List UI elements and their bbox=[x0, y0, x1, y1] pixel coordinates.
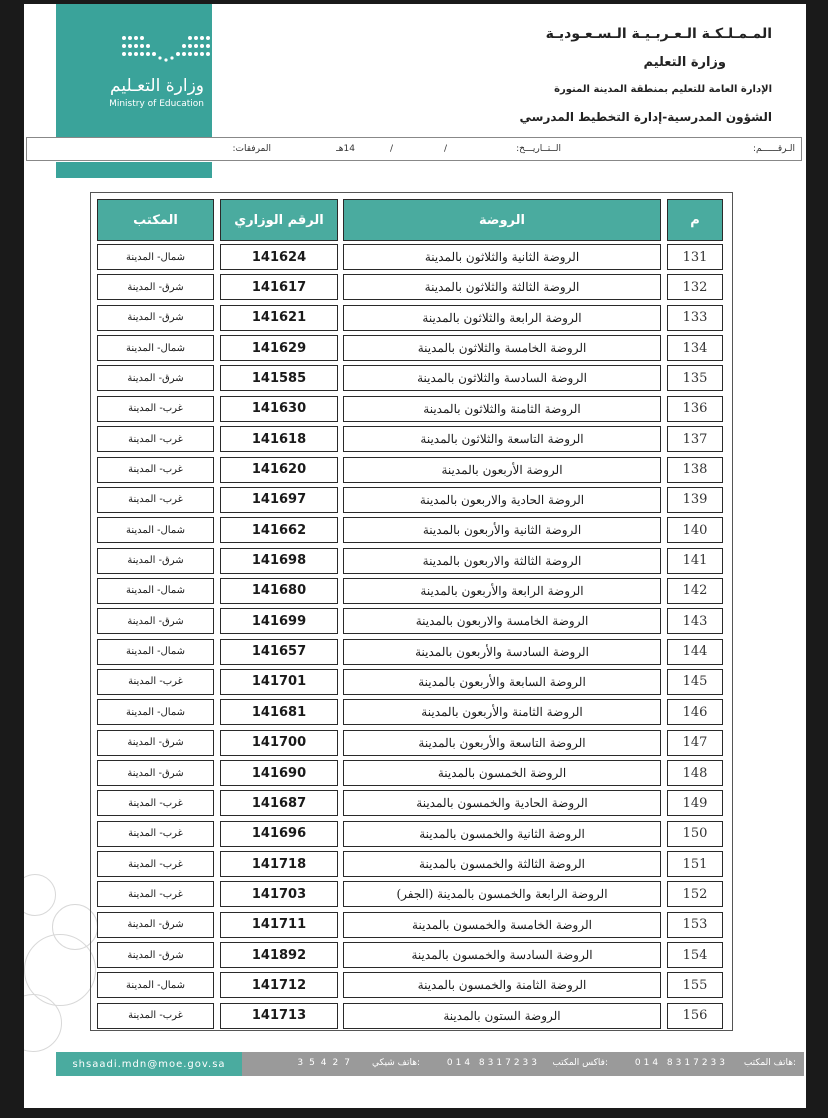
row-m: 150 bbox=[667, 821, 723, 847]
footer-bar bbox=[56, 1052, 804, 1076]
directorate-title: الإدارة العامة للتعليم بمنطقة المدينة المنورة bbox=[554, 84, 772, 95]
row-name: الروضة الثالثة والثلاثون بالمدينة bbox=[343, 274, 661, 300]
row-office: غرب- المدينة bbox=[97, 487, 214, 513]
office-phone-label: هاتف المكتب: bbox=[743, 1058, 796, 1068]
date-separator: / bbox=[443, 144, 447, 154]
row-m: 147 bbox=[667, 730, 723, 756]
row-name: الروضة الحادية والخمسون بالمدينة bbox=[343, 790, 661, 816]
row-ministerial-number: 141718 bbox=[220, 851, 338, 877]
logo-arabic-text: وزارة التعـليم bbox=[110, 76, 204, 96]
row-office: غرب- المدينة bbox=[97, 457, 214, 483]
row-name: الروضة الخمسون بالمدينة bbox=[343, 760, 661, 786]
reference-bar bbox=[26, 137, 802, 161]
document-page bbox=[24, 4, 806, 1108]
row-office: شرق- المدينة bbox=[97, 912, 214, 938]
row-ministerial-number: 141630 bbox=[220, 396, 338, 422]
attachments-label: المرفقات: bbox=[232, 144, 271, 154]
row-m: 134 bbox=[667, 335, 723, 361]
row-office: شرق- المدينة bbox=[97, 365, 214, 391]
row-ministerial-number: 141712 bbox=[220, 972, 338, 998]
row-office: شمال- المدينة bbox=[97, 972, 214, 998]
row-name: الروضة الثانية والثلاثون بالمدينة bbox=[343, 244, 661, 270]
row-m: 140 bbox=[667, 517, 723, 543]
row-m: 137 bbox=[667, 426, 723, 452]
row-office: شمال- المدينة bbox=[97, 699, 214, 725]
row-name: الروضة التاسعة والثلاثون بالمدينة bbox=[343, 426, 661, 452]
row-office: غرب- المدينة bbox=[97, 396, 214, 422]
row-m: 148 bbox=[667, 760, 723, 786]
row-name: الروضة الخامسة والخمسون بالمدينة bbox=[343, 912, 661, 938]
row-m: 133 bbox=[667, 305, 723, 331]
row-name: الروضة الثامنة والأربعون بالمدينة bbox=[343, 699, 661, 725]
row-m: 145 bbox=[667, 669, 723, 695]
row-name: الروضة السادسة والخمسون بالمدينة bbox=[343, 942, 661, 968]
row-office: شمال- المدينة bbox=[97, 244, 214, 270]
row-ministerial-number: 141662 bbox=[220, 517, 338, 543]
footer-email: shsaadi.mdn@moe.gov.sa bbox=[56, 1052, 242, 1076]
row-office: غرب- المدينة bbox=[97, 790, 214, 816]
row-office: شمال- المدينة bbox=[97, 639, 214, 665]
row-m: 143 bbox=[667, 608, 723, 634]
row-m: 142 bbox=[667, 578, 723, 604]
date-label: الــتــاريـــخ: bbox=[516, 144, 561, 154]
fax-label: فاكس المكتب: bbox=[552, 1058, 608, 1068]
row-m: 152 bbox=[667, 881, 723, 907]
row-ministerial-number: 141711 bbox=[220, 912, 338, 938]
row-m: 138 bbox=[667, 457, 723, 483]
row-office: غرب- المدينة bbox=[97, 881, 214, 907]
ministry-logo bbox=[56, 4, 212, 137]
row-name: الروضة التاسعة والأربعون بالمدينة bbox=[343, 730, 661, 756]
row-ministerial-number: 141700 bbox=[220, 730, 338, 756]
row-m: 144 bbox=[667, 639, 723, 665]
row-office: شرق- المدينة bbox=[97, 730, 214, 756]
row-office: شمال- المدينة bbox=[97, 578, 214, 604]
department-title: الشؤون المدرسية-إدارة التخطيط المدرسي bbox=[519, 110, 772, 124]
row-office: شرق- المدينة bbox=[97, 760, 214, 786]
row-m: 132 bbox=[667, 274, 723, 300]
row-ministerial-number: 141629 bbox=[220, 335, 338, 361]
row-m: 136 bbox=[667, 396, 723, 422]
row-office: غرب- المدينة bbox=[97, 851, 214, 877]
row-ministerial-number: 141892 bbox=[220, 942, 338, 968]
sheikh-phone: 35427 bbox=[297, 1058, 356, 1068]
row-ministerial-number: 141698 bbox=[220, 548, 338, 574]
header-ministerial-number: الرقم الوزاري bbox=[220, 199, 338, 241]
row-ministerial-number: 141620 bbox=[220, 457, 338, 483]
row-ministerial-number: 141713 bbox=[220, 1003, 338, 1029]
kindergartens-table bbox=[90, 192, 733, 1031]
row-ministerial-number: 141657 bbox=[220, 639, 338, 665]
row-ministerial-number: 141680 bbox=[220, 578, 338, 604]
row-name: الروضة الخامسة والاربعون بالمدينة bbox=[343, 608, 661, 634]
decorative-circle bbox=[24, 874, 56, 916]
row-m: 155 bbox=[667, 972, 723, 998]
ministry-title: وزارة التعليم bbox=[643, 55, 726, 70]
row-office: شرق- المدينة bbox=[97, 942, 214, 968]
header-office: المكتب bbox=[97, 199, 214, 241]
row-name: الروضة الثانية والخمسون بالمدينة bbox=[343, 821, 661, 847]
row-m: 151 bbox=[667, 851, 723, 877]
row-name: الروضة الثالثة والاربعون بالمدينة bbox=[343, 548, 661, 574]
row-name: الروضة الحادية والاربعون بالمدينة bbox=[343, 487, 661, 513]
row-ministerial-number: 141697 bbox=[220, 487, 338, 513]
row-m: 135 bbox=[667, 365, 723, 391]
header-name: الروضة bbox=[343, 199, 661, 241]
row-ministerial-number: 141687 bbox=[220, 790, 338, 816]
row-ministerial-number: 141681 bbox=[220, 699, 338, 725]
row-name: الروضة الخامسة والثلاثون بالمدينة bbox=[343, 335, 661, 361]
year-suffix: 14هـ bbox=[336, 144, 355, 154]
row-name: الروضة الرابعة والثلاثون بالمدينة bbox=[343, 305, 661, 331]
office-phone: 014 8317233 bbox=[634, 1058, 728, 1068]
row-ministerial-number: 141617 bbox=[220, 274, 338, 300]
row-ministerial-number: 141690 bbox=[220, 760, 338, 786]
fax: 014 8317233 bbox=[446, 1058, 540, 1068]
row-name: الروضة الرابعة والأربعون بالمدينة bbox=[343, 578, 661, 604]
row-office: غرب- المدينة bbox=[97, 1003, 214, 1029]
row-m: 149 bbox=[667, 790, 723, 816]
row-name: الروضة السادسة والأربعون بالمدينة bbox=[343, 639, 661, 665]
row-office: شرق- المدينة bbox=[97, 608, 214, 634]
row-m: 146 bbox=[667, 699, 723, 725]
row-name: الروضة الرابعة والخمسون بالمدينة (الجفر) bbox=[343, 881, 661, 907]
row-name: الروضة الثامنة والثلاثون بالمدينة bbox=[343, 396, 661, 422]
row-m: 141 bbox=[667, 548, 723, 574]
logo-english-text: Ministry of Education bbox=[109, 99, 204, 109]
header-m: م bbox=[667, 199, 723, 241]
row-name: الروضة الأربعون بالمدينة bbox=[343, 457, 661, 483]
row-ministerial-number: 141699 bbox=[220, 608, 338, 634]
row-name: الروضة السابعة والأربعون بالمدينة bbox=[343, 669, 661, 695]
row-name: الروضة الثانية والأربعون بالمدينة bbox=[343, 517, 661, 543]
row-m: 154 bbox=[667, 942, 723, 968]
row-office: شمال- المدينة bbox=[97, 335, 214, 361]
row-name: الروضة الستون بالمدينة bbox=[343, 1003, 661, 1029]
row-name: الروضة الثامنة والخمسون بالمدينة bbox=[343, 972, 661, 998]
row-office: غرب- المدينة bbox=[97, 821, 214, 847]
row-ministerial-number: 141585 bbox=[220, 365, 338, 391]
row-m: 153 bbox=[667, 912, 723, 938]
kingdom-title: المـمـلـكـة الـعـربـيـة الـسـعـوديـة bbox=[545, 26, 772, 42]
row-office: شرق- المدينة bbox=[97, 305, 214, 331]
row-ministerial-number: 141624 bbox=[220, 244, 338, 270]
logo-strip bbox=[56, 162, 212, 178]
row-office: شرق- المدينة bbox=[97, 548, 214, 574]
row-ministerial-number: 141703 bbox=[220, 881, 338, 907]
row-m: 139 bbox=[667, 487, 723, 513]
date-separator: / bbox=[389, 144, 393, 154]
row-office: غرب- المدينة bbox=[97, 669, 214, 695]
row-ministerial-number: 141618 bbox=[220, 426, 338, 452]
row-m: 131 bbox=[667, 244, 723, 270]
row-m: 156 bbox=[667, 1003, 723, 1029]
row-ministerial-number: 141696 bbox=[220, 821, 338, 847]
row-ministerial-number: 141701 bbox=[220, 669, 338, 695]
sheikh-phone-label: هاتف شيكي: bbox=[372, 1058, 420, 1068]
row-office: شمال- المدينة bbox=[97, 517, 214, 543]
logo-dots-icon bbox=[120, 34, 216, 66]
row-office: غرب- المدينة bbox=[97, 426, 214, 452]
row-office: شرق- المدينة bbox=[97, 274, 214, 300]
row-name: الروضة السادسة والثلاثون بالمدينة bbox=[343, 365, 661, 391]
number-label: الـرقــــــم: bbox=[753, 144, 795, 154]
row-ministerial-number: 141621 bbox=[220, 305, 338, 331]
row-name: الروضة الثالثة والخمسون بالمدينة bbox=[343, 851, 661, 877]
